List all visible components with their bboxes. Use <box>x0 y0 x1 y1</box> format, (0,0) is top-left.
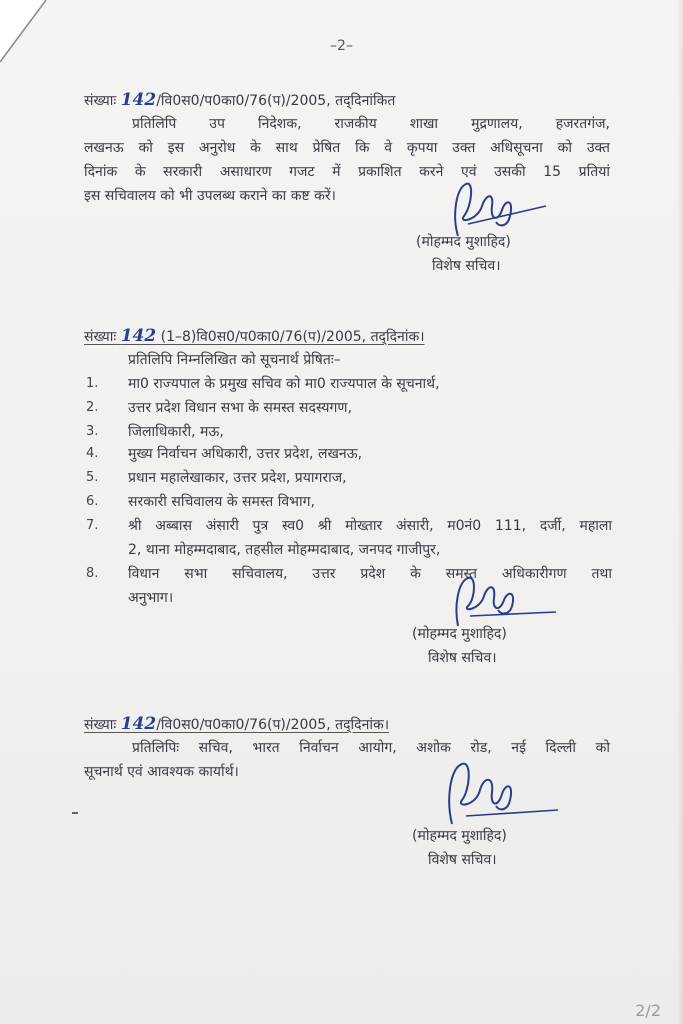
list-item-1: मा0 राज्यपाल के प्रमुख सचिव को मा0 राज्यपाल के सूचनार्थ, <box>128 376 440 392</box>
block2-ref-suffix: (1–8)वि0स0/प0का0/76(प)/2005, तद्‌दिनांक। <box>160 329 425 345</box>
block3-designation: विशेष सचिव। <box>428 852 497 868</box>
list-item-8-line-1: विधान सभा सचिवालय, उत्तर प्रदेश के समस्त अधिकारीगण तथा <box>128 566 612 582</box>
block1-body-line-2: लखनऊ को इस अनुरोध के साथ प्रेषित कि वे कृपया उक्त अधिसूचना को उक्त <box>84 140 610 156</box>
block3-signatory: (मोहम्मद मुशाहिद) <box>412 828 507 844</box>
list-item-number: 5. <box>86 470 99 485</box>
list-item-7-line-1: श्री अब्बास अंसारी पुत्र स्व0 श्री मोख्तार अंसारी, म0नं0 111, दर्जी, महाला <box>128 518 612 534</box>
block1-ref-prefix: संख्याः <box>84 93 117 109</box>
block1-designation: विशेष सचिव। <box>432 258 501 274</box>
block2-reference <box>84 326 425 346</box>
list-item-8-line-2: अनुभाग। <box>128 590 174 606</box>
list-item-6: सरकारी सचिवालय के समस्त विभाग, <box>128 494 315 510</box>
block3-body-line-2: सूचनार्थ एवं आवश्यक कार्यार्थ। <box>84 764 239 780</box>
list-item-number: 4. <box>86 446 99 461</box>
folded-corner-shadow <box>0 0 60 70</box>
list-item-number: 3. <box>86 424 99 439</box>
list-item-number: 2. <box>86 400 99 415</box>
footer-page-number: 2/2 <box>635 1001 661 1020</box>
block2-intro: प्रतिलिपि निम्नलिखित को सूचनार्थ प्रेषितः– <box>128 352 341 368</box>
list-item-5: प्रधान महालेखाकार, उत्तर प्रदेश, प्रयागराज, <box>128 470 347 486</box>
block3-reference <box>84 714 389 734</box>
list-item-2: उत्तर प्रदेश विधान सभा के समस्त सदस्यगण, <box>128 400 352 416</box>
block1-body-line-3: दिनांक के सरकारी असाधारण गजट में प्रकाशित करने एवं उसकी 15 प्रतियां <box>84 164 610 180</box>
block3-signature <box>440 758 560 830</box>
block1-ref-suffix: /वि0स0/प0का0/76(प)/2005, तद्‌दिनांकित <box>156 93 396 109</box>
block3-ref-suffix: /वि0स0/प0का0/76(प)/2005, तद्‌दिनांक। <box>156 717 390 733</box>
block2-ref-prefix: संख्याः <box>84 329 117 345</box>
list-item-3: जिलाधिकारी, मऊ, <box>128 424 224 440</box>
stray-mark <box>72 812 78 814</box>
block3-ref-prefix: संख्याः <box>84 717 117 733</box>
block1-body-line-4: इस सचिवालय को भी उपलब्ध कराने का कष्ट करें। <box>84 188 336 204</box>
block1-body-line-1: प्रतिलिपि उप निदेशक, राजकीय शाखा मुद्रणालय, हजरतगंज, <box>132 116 610 132</box>
block2-ref-number: 142 <box>120 326 157 346</box>
block3-ref-number: 142 <box>120 714 157 734</box>
page-number: –2– <box>330 38 353 54</box>
block1-reference <box>84 90 395 110</box>
list-item-number: 8. <box>86 566 99 581</box>
page-edge-shadow <box>677 0 683 1024</box>
list-item-7-line-2: 2, थाना मोहम्मदाबाद, तहसील मोहम्मदाबाद, जनपद गाजीपुर, <box>128 542 441 558</box>
list-item-number: 6. <box>86 494 99 509</box>
block3-body-line-1: प्रतिलिपिः सचिव, भारत निर्वाचन आयोग, अशोक रोड, नई दिल्ली को <box>132 740 610 756</box>
block2-signatory: (मोहम्मद मुशाहिद) <box>412 626 507 642</box>
list-item-number: 1. <box>86 376 99 391</box>
block2-designation: विशेष सचिव। <box>428 650 497 666</box>
block1-ref-number: 142 <box>120 90 157 110</box>
list-item-number: 7. <box>86 518 99 533</box>
list-item-4: मुख्य निर्वाचन अधिकारी, उत्तर प्रदेश, लखनऊ, <box>128 446 363 462</box>
block1-signatory: (मोहम्मद मुशाहिद) <box>416 234 511 250</box>
